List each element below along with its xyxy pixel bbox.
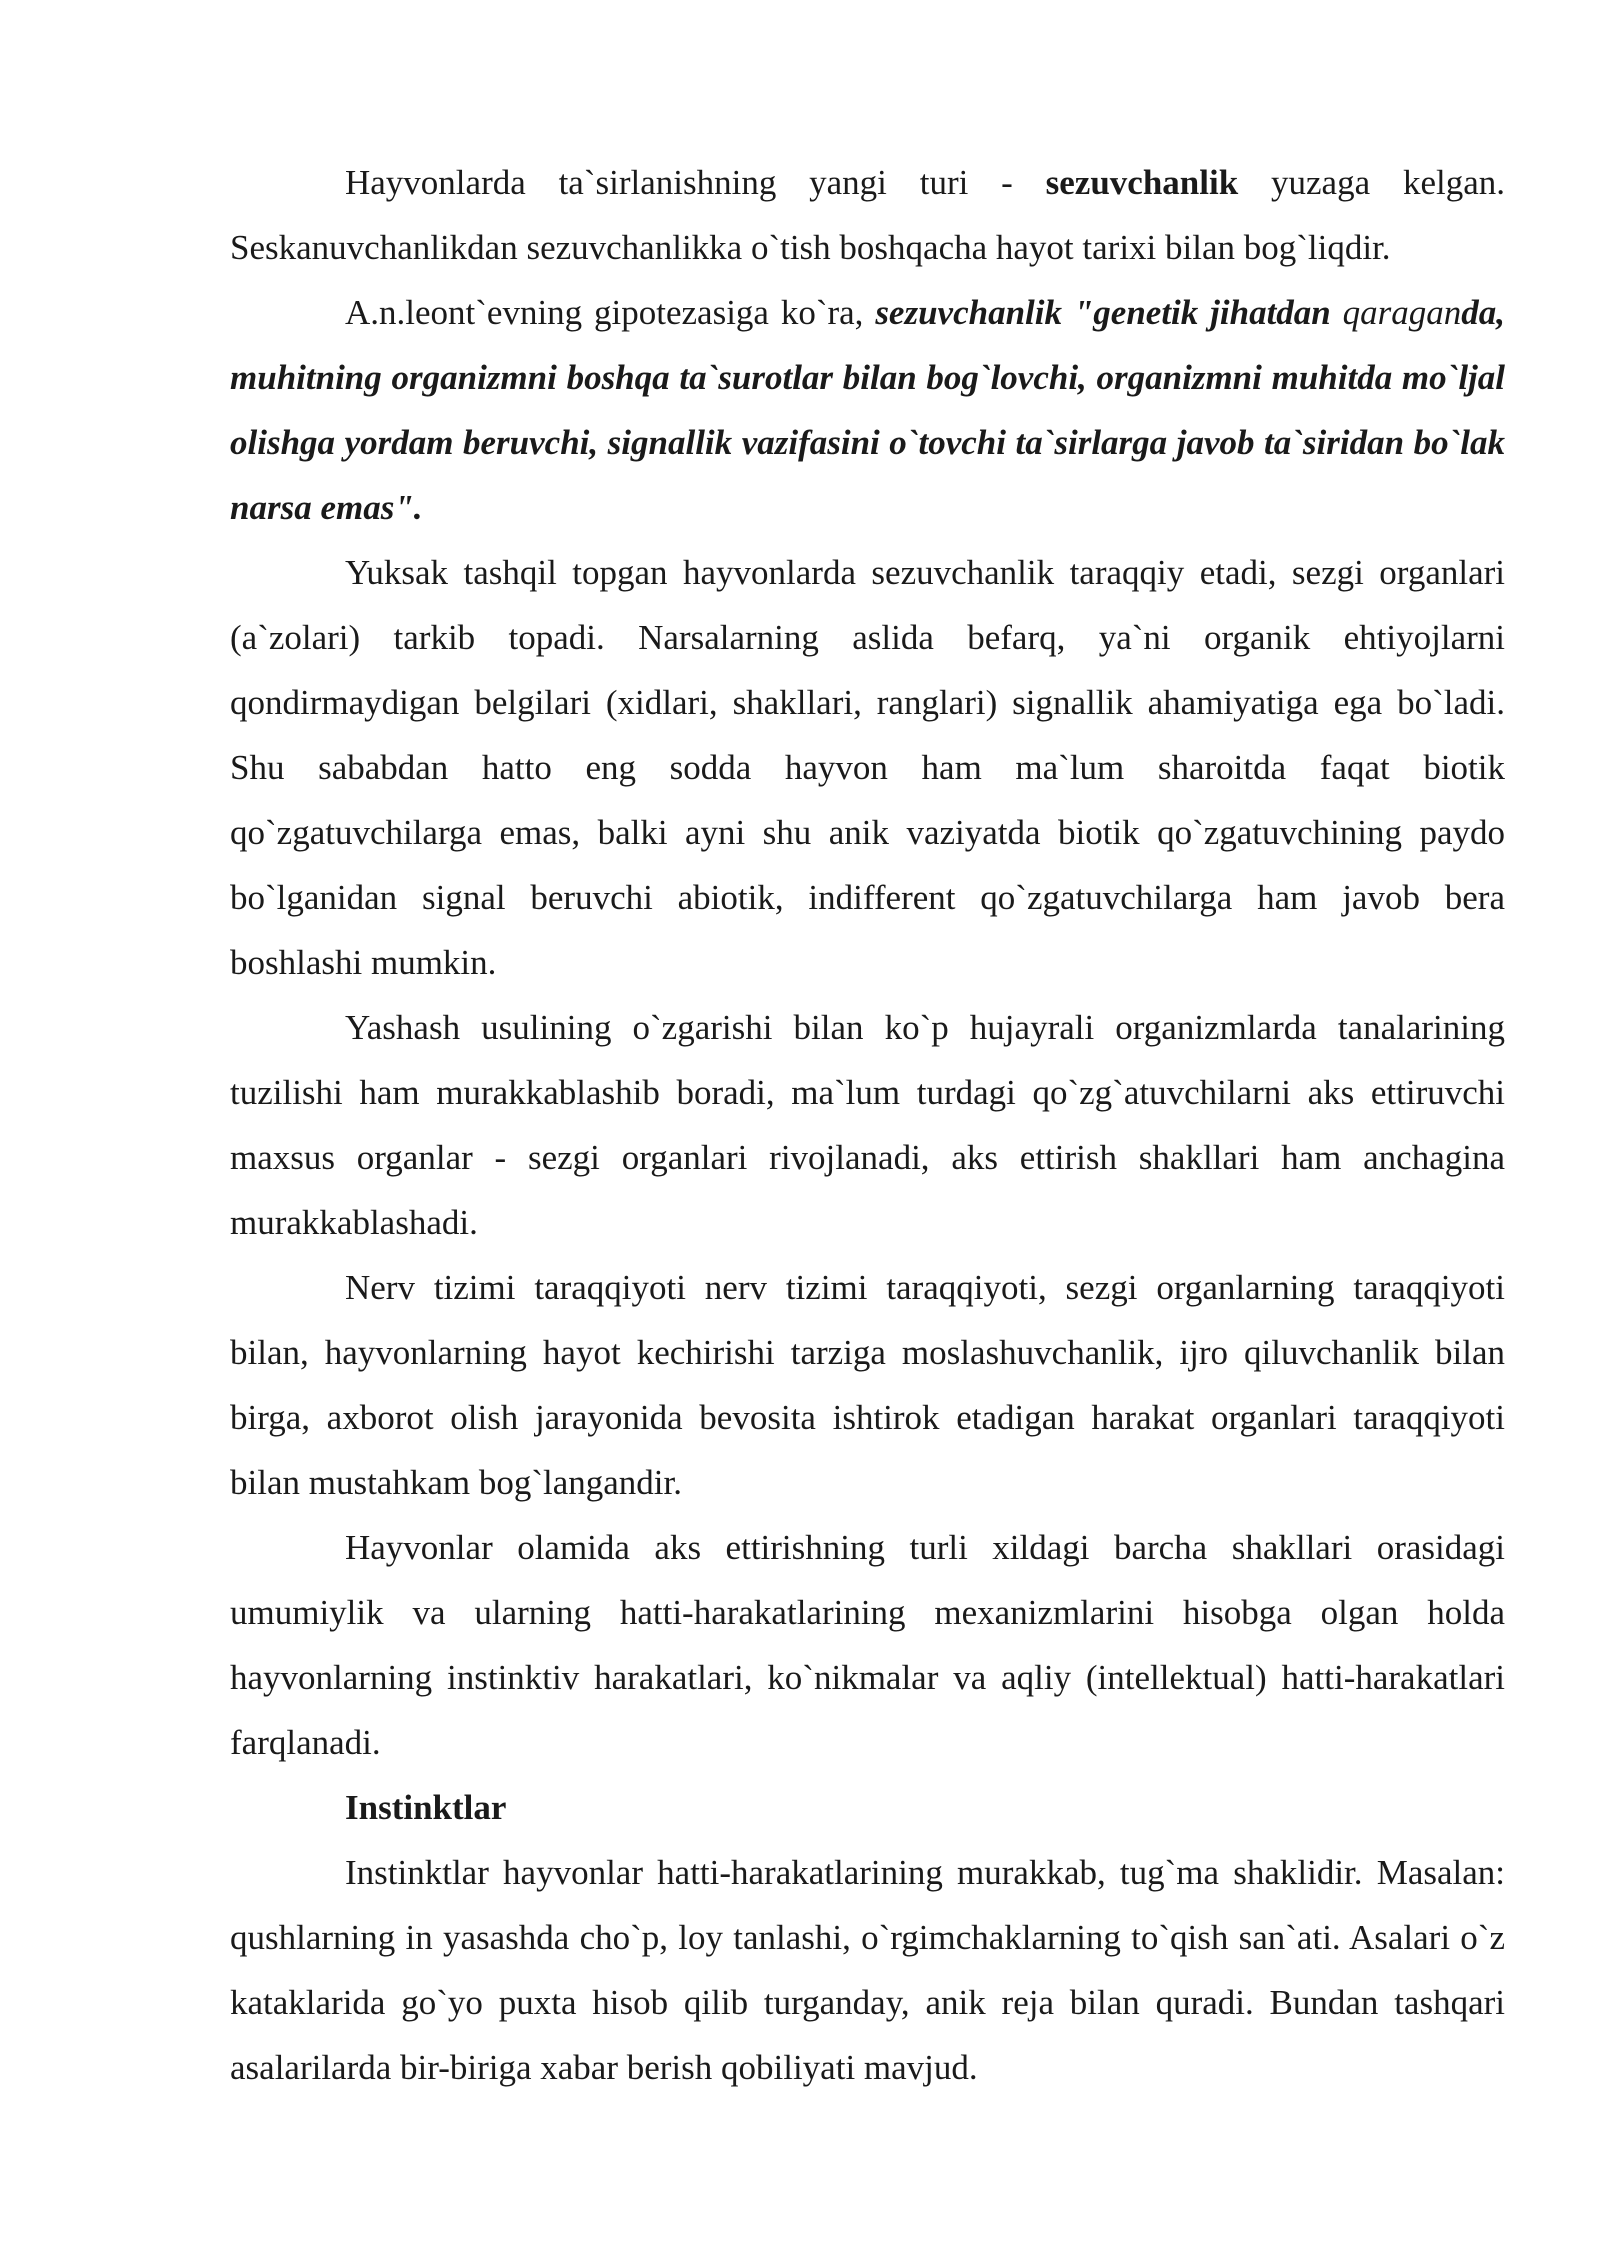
italic-quote: qaragan <box>1342 293 1462 332</box>
bold-term: sezuvchanlik <box>1045 163 1239 202</box>
paragraph-leontiev-hypothesis <box>230 280 1505 540</box>
bold-italic-quote: sezuvchanlik "genetik jihatdan <box>875 293 1343 332</box>
paragraph-sensitivity-intro <box>230 150 1505 280</box>
paragraph-reflection-forms: Hayvonlar olamida aks ettirishning turli xildagi barcha shakllari orasidagi umumiylik va ularning hatti-harakatlarining mexanizmlarini hisobga olgan holda hayvonlarning instinktiv harakatlari, ko`nikmalar va aqliy (intellektual) hatti-harakatlari farqlanadi. <box>230 1528 1505 1762</box>
text: yuzaga kelgan. Seskanuvchanlikdan sezuvchanlikka o`tish boshqacha hayot tarixi bilan bog`liqdir. <box>230 163 1505 267</box>
paragraph-nervous-system: Nerv tizimi taraqqiyoti nerv tizimi taraqqiyoti, sezgi organlarning taraqqiyoti bilan, hayvonlarning hayot kechirishi tarziga moslashuvchanlik, ijro qiluvchanlik bilan birga, axborot olish jarayonida bevosita ishtirok etadigan harakat organlari taraqqiyoti bilan mustahkam bog`langandir. <box>230 1268 1505 1502</box>
paragraph-higher-animals: Yuksak tashqil topgan hayvonlarda sezuvchanlik taraqqiy etadi, sezgi organlari (a`zolari) tarkib topadi. Narsalarning aslida befarq, ya`ni organik ehtiyojlarni qondirmaydigan belgilari (xidlari, shakllari, ranglari) signallik ahamiyatiga ega bo`ladi. Shu sababdan hatto eng sodda hayvon ham ma`lum sharoitda faqat biotik qo`zgatuvchilarga emas, balki ayni shu anik vaziyatda biotik qo`zgatuvchining paydo bo`lganidan signal beruvchi abiotik, indifferent qo`zgatuvchilarga ham javob bera boshlashi mumkin. <box>230 553 1505 982</box>
section-heading-instincts: Instinktlar <box>345 1788 507 1827</box>
text: A.n.leont`evning gipotezasiga ko`ra, <box>345 293 876 332</box>
bold-italic-quote: da, muhitning organizmni boshqa ta`surotlar bilan bog`lovchi, organizmni muhitda mo`ljal olishga yordam beruvchi, signallik vazifasini o`tovchi ta`sirlarga javob ta`siridan bo`lak narsa emas". <box>230 293 1505 527</box>
paragraph-instincts: Instinktlar hayvonlar hatti-harakatlarining murakkab, tug`ma shaklidir. Masalan: qushlarning in yasashda cho`p, loy tanlashi, o`rgimchaklarning to`qish san`ati. Asalari o`z kataklarida go`yo puxta hisob qilib turganday, anik reja bilan quradi. Bundan tashqari asalarilarda bir-biriga xabar berish qobiliyati mavjud. <box>230 1853 1505 2087</box>
text: Hayvonlarda ta`sirlanishning yangi turi - <box>345 163 1046 202</box>
paragraph-lifestyle-change: Yashash usulining o`zgarishi bilan ko`p hujayrali organizmlarda tanalarining tuzilishi ham murakkablashib boradi, ma`lum turdagi qo`zg`atuvchilarni aks ettiruvchi maxsus organlar - sezgi organlari rivojlanadi, aks ettirish shakllari ham anchagina murakkablashadi. <box>230 1008 1505 1242</box>
